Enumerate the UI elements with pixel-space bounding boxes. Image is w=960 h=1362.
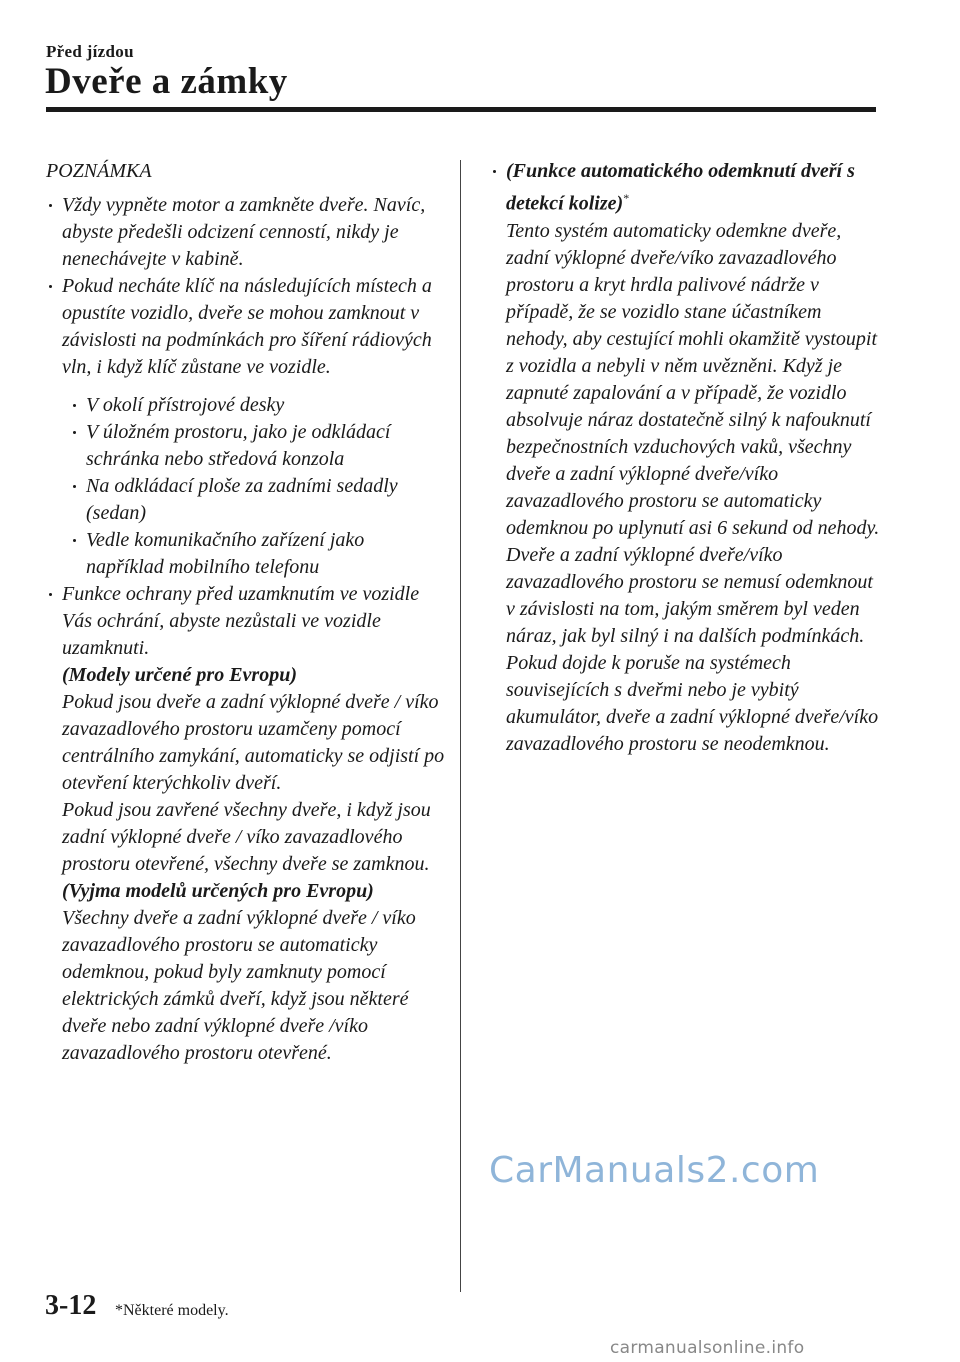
header-rule bbox=[46, 107, 876, 112]
page-title: Dveře a zámky bbox=[45, 61, 288, 102]
note-title: POZNÁMKA bbox=[46, 160, 152, 182]
column-divider bbox=[460, 160, 461, 1292]
europe-paragraph-1: Pokud jsou dveře a zadní výklopné dveře / víko zavazadlového prostoru uzamčeny pomocí centrálního zamykání, automaticky se odjistí po otevření kterýchkoliv dveří. bbox=[62, 691, 445, 794]
note-bullet-lockout-protection bbox=[46, 581, 446, 1067]
sub-item-phone: Vedle komunikačního zařízení jako například mobilního telefonu bbox=[46, 527, 446, 581]
right-column bbox=[490, 158, 885, 758]
sub-item-instrument-panel: V okolí přístrojové desky bbox=[46, 392, 446, 419]
section-label: Před jízdou bbox=[46, 42, 134, 61]
collision-unlock-section bbox=[490, 158, 885, 758]
footnote: *Některé modely. bbox=[115, 1302, 229, 1319]
page-number: 3-12 bbox=[45, 1290, 97, 1321]
europe-heading: (Modely určené pro Evropu) bbox=[62, 664, 297, 686]
collision-heading-text: (Funkce automatického odemknutí dveří s detekcí kolize) bbox=[506, 160, 855, 215]
note-bullet-key-locations: Pokud necháte klíč na následujících místech a opustíte vozidlo, dveře se mohou zamknout v závislosti na podmínkách pro šíření rádiových vln, i když klíč zůstane ve vozidle. bbox=[46, 273, 446, 381]
watermark-logo: CarManuals2.com bbox=[489, 1150, 820, 1191]
collision-paragraph-2: Dveře a zadní výklopné dveře/víko zavazadlového prostoru se nemusí odemknout v závislosti na tom, jakým směrem byl veden náraz, jak byl silný i na dalších podmínkách. bbox=[506, 543, 873, 647]
non-europe-heading: (Vyjma modelů určených pro Evropu) bbox=[62, 880, 374, 902]
collision-paragraph-1: Tento systém automaticky odemkne dveře, zadní výklopné dveře/víko zavazadlového prostoru a kryt hrdla palivové nádrže v případě, že se vozidlo stane účastníkem nehody, aby cestující mohli okamžitě vystoupit z vozidla a nebyli v něm uvězněni. Když je zapnuté zapalování a v případě, že vozidlo absolvuje náraz dostatečně silný k nafouknutí bezpečnostních vzduchových vaků, všechny dveře a zadní výklopné dveře/víko zavazadlového prostoru se automaticky odemknou po uplynutí asi 6 sekund od nehody. bbox=[506, 219, 880, 539]
europe-paragraph-2: Pokud jsou zavřené všechny dveře, i když jsou zadní výklopné dveře / víko zavazadlového prostoru otevřené, všechny dveře se zamknou. bbox=[62, 799, 431, 875]
left-column bbox=[46, 158, 446, 1067]
note-bullet-engine: Vždy vypněte motor a zamkněte dveře. Navíc, abyste předešli odcizení cenností, nikdy je nenechávejte v kabině. bbox=[46, 192, 446, 273]
sub-item-rear-shelf: Na odkládací ploše za zadními sedadly (sedan) bbox=[46, 473, 446, 527]
sub-item-storage: V úložném prostoru, jako je odkládací schránka nebo středová konzola bbox=[46, 419, 446, 473]
heading-footnote-mark: * bbox=[623, 191, 630, 205]
non-europe-paragraph: Všechny dveře a zadní výklopné dveře / víko zavazadlového prostoru se automaticky odemknou, pokud byly zamknuty pomocí elektrických zámků dveří, když jsou některé dveře nebo zadní výklopné dveře /víko zavazadlového prostoru otevřené. bbox=[62, 907, 416, 1064]
collision-paragraph-3: Pokud dojde k poruše na systémech souvisejících s dveřmi nebo je vybitý akumulátor, dveře a zadní výklopné dveře/víko zavazadlového prostoru se neodemknou. bbox=[506, 651, 879, 755]
lockout-text: Funkce ochrany před uzamknutím ve vozidle Vás ochrání, abyste nezůstali ve vozidle uzamknuti. bbox=[62, 583, 420, 659]
footer-watermark: carmanualsonline.info bbox=[610, 1338, 805, 1358]
collision-unlock-heading bbox=[506, 158, 885, 218]
